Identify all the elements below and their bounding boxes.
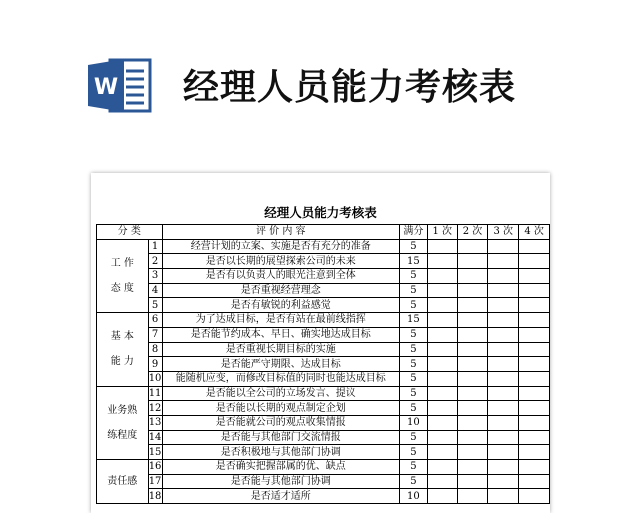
table-row — [97, 371, 550, 386]
score-round-3-cell[interactable] — [488, 313, 519, 328]
score-round-2-cell[interactable] — [457, 298, 488, 313]
item-number: 10 — [148, 373, 162, 385]
table-row — [97, 474, 550, 489]
table-row — [97, 239, 550, 254]
category-cell — [97, 313, 149, 386]
item-content: 是否适才适所 — [162, 489, 399, 504]
score-round-4-cell[interactable] — [519, 269, 550, 284]
score-round-1-cell[interactable] — [427, 342, 457, 357]
item-number: 5 — [148, 298, 162, 313]
category-cell — [97, 460, 149, 504]
score-round-2-cell[interactable] — [457, 283, 488, 298]
item-full-score: 5 — [399, 342, 427, 357]
score-round-3-cell[interactable] — [488, 327, 519, 342]
item-content: 是否能以全公司的立场发言、提议 — [162, 386, 399, 401]
table-row — [97, 460, 550, 475]
table-row — [97, 415, 550, 430]
score-round-3-cell[interactable] — [488, 460, 519, 475]
score-round-4-cell[interactable] — [519, 386, 550, 401]
item-full-score: 5 — [399, 371, 427, 386]
category-cell — [97, 239, 149, 312]
table-row — [97, 445, 550, 460]
score-round-3-cell[interactable] — [488, 474, 519, 489]
table-row — [97, 401, 550, 416]
header-full-score: 满分 — [399, 225, 427, 240]
score-round-1-cell[interactable] — [427, 386, 457, 401]
header-round-2: 2 次 — [457, 225, 488, 240]
item-full-score: 10 — [399, 415, 427, 430]
item-number: 6 — [148, 313, 162, 328]
item-number: 12 — [148, 402, 162, 414]
item-content: 是否积极地与其他部门协调 — [162, 445, 399, 460]
score-round-2-cell[interactable] — [457, 445, 488, 460]
item-content: 是否能与其他部门协调 — [162, 474, 399, 489]
score-round-3-cell[interactable] — [488, 283, 519, 298]
item-number: 17 — [148, 476, 162, 488]
item-number: 2 — [148, 254, 162, 269]
table-body — [97, 239, 550, 503]
item-number: 4 — [148, 283, 162, 298]
category-label: 基 本 — [110, 331, 134, 343]
score-round-4-cell[interactable] — [519, 430, 550, 445]
score-round-4-cell[interactable] — [519, 401, 550, 416]
item-full-score: 5 — [399, 239, 427, 254]
score-round-3-cell[interactable] — [488, 445, 519, 460]
item-content: 是否能与其他部门交流情报 — [162, 430, 399, 445]
item-content: 是否重视经营理念 — [162, 283, 399, 298]
category-label: 责任感 — [107, 476, 138, 488]
item-full-score: 5 — [399, 298, 427, 313]
score-round-1-cell[interactable] — [427, 357, 457, 372]
score-round-4-cell[interactable] — [519, 298, 550, 313]
score-round-2-cell[interactable] — [457, 269, 488, 284]
category-label: 态 度 — [110, 282, 134, 294]
table-header-row — [97, 225, 550, 240]
score-round-3-cell[interactable] — [488, 371, 519, 386]
header-content: 评 价 内 容 — [162, 225, 399, 240]
score-round-4-cell[interactable] — [519, 489, 550, 504]
table-row — [97, 283, 550, 298]
score-round-1-cell[interactable] — [427, 298, 457, 313]
item-full-score: 5 — [399, 386, 427, 401]
score-round-2-cell[interactable] — [457, 371, 488, 386]
table-row — [97, 342, 550, 357]
score-round-4-cell[interactable] — [519, 254, 550, 269]
score-round-2-cell[interactable] — [457, 386, 488, 401]
item-content: 为了达成目标，是否有站在最前线指挥 — [162, 313, 399, 328]
score-round-1-cell[interactable] — [427, 239, 457, 254]
item-content: 是否能严守期限、达成目标 — [162, 357, 399, 372]
header-category: 分 类 — [97, 225, 163, 240]
score-round-1-cell[interactable] — [427, 254, 457, 269]
category-label: 业务熟 — [107, 404, 138, 416]
score-round-3-cell[interactable] — [488, 239, 519, 254]
page-header — [0, 0, 640, 172]
category-label: 练程度 — [107, 429, 138, 441]
score-round-1-cell[interactable] — [427, 327, 457, 342]
score-round-2-cell[interactable] — [457, 460, 488, 475]
score-round-4-cell[interactable] — [519, 342, 550, 357]
table-row — [97, 386, 550, 401]
score-round-1-cell[interactable] — [427, 313, 457, 328]
score-round-3-cell[interactable] — [488, 342, 519, 357]
score-round-4-cell[interactable] — [519, 445, 550, 460]
score-round-1-cell[interactable] — [427, 283, 457, 298]
score-round-3-cell[interactable] — [488, 430, 519, 445]
item-number: 9 — [148, 357, 162, 372]
table-row — [97, 430, 550, 445]
score-round-2-cell[interactable] — [457, 327, 488, 342]
item-full-score: 10 — [399, 489, 427, 504]
score-round-2-cell[interactable] — [457, 474, 488, 489]
score-round-1-cell[interactable] — [427, 430, 457, 445]
score-round-1-cell[interactable] — [427, 371, 457, 386]
score-round-3-cell[interactable] — [488, 401, 519, 416]
item-number: 3 — [148, 269, 162, 284]
word-icon-letter: W — [93, 75, 119, 100]
score-round-4-cell[interactable] — [519, 460, 550, 475]
item-content: 经营计划的立案、实施是否有充分的准备 — [162, 239, 399, 254]
item-number: 13 — [148, 417, 162, 429]
item-full-score: 5 — [399, 283, 427, 298]
item-full-score: 5 — [399, 327, 427, 342]
score-round-3-cell[interactable] — [488, 386, 519, 401]
score-round-1-cell[interactable] — [427, 460, 457, 475]
document-preview — [91, 173, 550, 513]
item-number: 16 — [148, 461, 162, 473]
item-content: 是否重视长期目标的实施 — [162, 342, 399, 357]
item-full-score: 5 — [399, 401, 427, 416]
item-full-score: 5 — [399, 474, 427, 489]
item-full-score: 5 — [399, 445, 427, 460]
item-content: 是否确实把握部属的优、缺点 — [162, 460, 399, 475]
item-full-score: 5 — [399, 269, 427, 284]
score-round-3-cell[interactable] — [488, 415, 519, 430]
item-number: 18 — [148, 490, 162, 502]
category-label: 工 作 — [110, 257, 134, 269]
table-row — [97, 357, 550, 372]
document-title: 经理人员能力考核表 — [264, 205, 377, 220]
item-content: 是否能就公司的观点收集情报 — [162, 415, 399, 430]
table-row — [97, 489, 550, 504]
item-number: 7 — [148, 327, 162, 342]
item-full-score: 15 — [399, 254, 427, 269]
score-round-1-cell[interactable] — [427, 489, 457, 504]
score-round-2-cell[interactable] — [457, 489, 488, 504]
item-number: 8 — [148, 342, 162, 357]
score-round-2-cell[interactable] — [457, 254, 488, 269]
score-round-1-cell[interactable] — [427, 474, 457, 489]
score-round-1-cell[interactable] — [427, 401, 457, 416]
score-round-4-cell[interactable] — [519, 371, 550, 386]
table-row — [97, 254, 550, 269]
item-full-score: 5 — [399, 357, 427, 372]
category-label: 能 力 — [110, 356, 134, 368]
score-round-3-cell[interactable] — [488, 254, 519, 269]
item-number: 15 — [148, 446, 162, 458]
table-row — [97, 298, 550, 313]
score-round-4-cell[interactable] — [519, 357, 550, 372]
score-round-2-cell[interactable] — [457, 357, 488, 372]
page-title: 经理人员能力考核表 — [183, 67, 517, 108]
score-round-3-cell[interactable] — [488, 298, 519, 313]
score-round-2-cell[interactable] — [457, 430, 488, 445]
item-content: 是否有敏锐的利益感觉 — [162, 298, 399, 313]
table-row — [97, 313, 550, 328]
score-round-2-cell[interactable] — [457, 239, 488, 254]
item-number: 1 — [148, 239, 162, 254]
item-full-score: 5 — [399, 430, 427, 445]
item-content: 是否能节约成本、早日、确实地达成目标 — [162, 327, 399, 342]
item-content: 能随机应变，而修改目标值的同时也能达成目标 — [162, 371, 399, 386]
evaluation-table — [96, 224, 550, 504]
word-document-icon — [88, 57, 154, 114]
header-round-3: 3 次 — [488, 225, 519, 240]
item-full-score: 15 — [399, 313, 427, 328]
score-round-3-cell[interactable] — [488, 357, 519, 372]
score-round-1-cell[interactable] — [427, 445, 457, 460]
item-number: 11 — [148, 387, 162, 399]
score-round-1-cell[interactable] — [427, 415, 457, 430]
header-round-4: 4 次 — [519, 225, 550, 240]
score-round-3-cell[interactable] — [488, 489, 519, 504]
score-round-2-cell[interactable] — [457, 401, 488, 416]
item-content: 是否能以长期的观点制定企划 — [162, 401, 399, 416]
score-round-4-cell[interactable] — [519, 313, 550, 328]
table-row — [97, 269, 550, 284]
header-round-1: 1 次 — [427, 225, 457, 240]
score-round-4-cell[interactable] — [519, 415, 550, 430]
table-row — [97, 327, 550, 342]
item-full-score: 5 — [399, 460, 427, 475]
item-content: 是否以长期的展望探索公司的未来 — [162, 254, 399, 269]
score-round-2-cell[interactable] — [457, 313, 488, 328]
score-round-1-cell[interactable] — [427, 269, 457, 284]
item-content: 是否有以负责人的眼光注意到全体 — [162, 269, 399, 284]
item-number: 14 — [148, 431, 162, 443]
score-round-3-cell[interactable] — [488, 269, 519, 284]
score-round-2-cell[interactable] — [457, 415, 488, 430]
score-round-4-cell[interactable] — [519, 327, 550, 342]
category-cell — [97, 386, 149, 459]
score-round-4-cell[interactable] — [519, 474, 550, 489]
score-round-2-cell[interactable] — [457, 342, 488, 357]
score-round-4-cell[interactable] — [519, 239, 550, 254]
score-round-4-cell[interactable] — [519, 283, 550, 298]
